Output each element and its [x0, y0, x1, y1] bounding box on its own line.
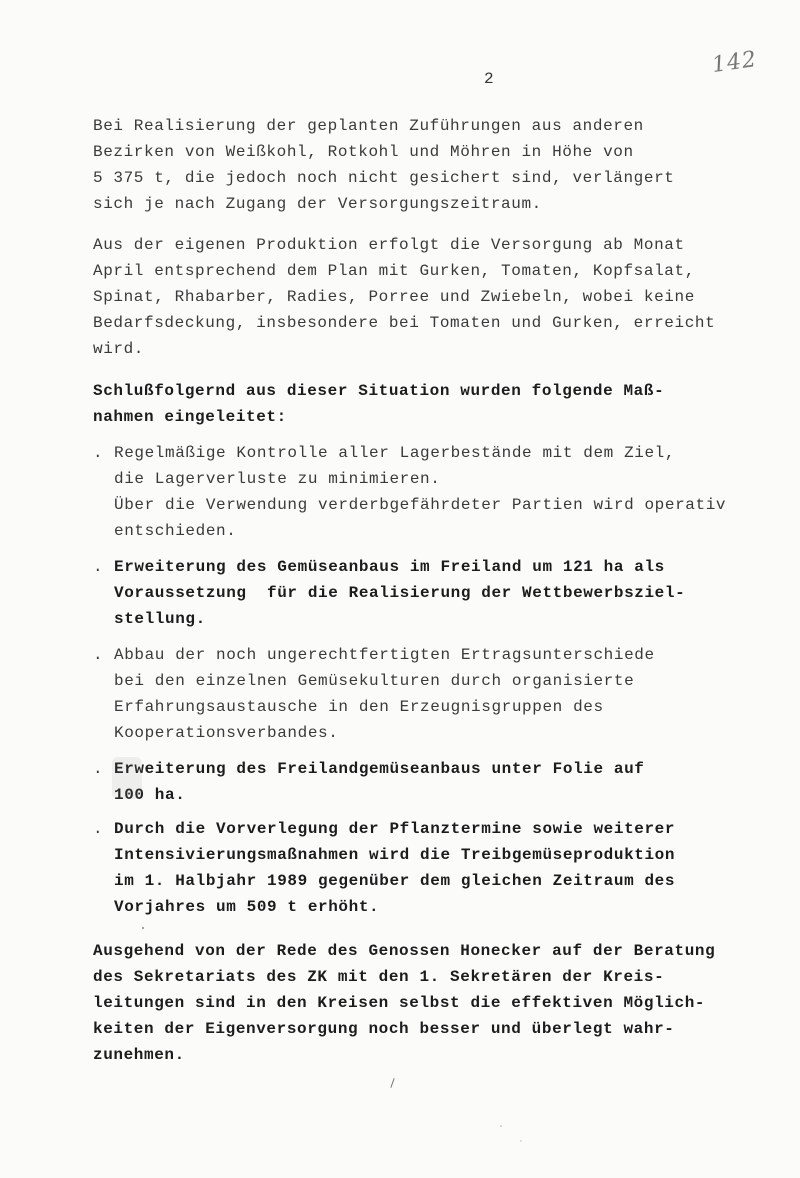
bullet-marker: . — [93, 760, 104, 778]
page-number: 2 — [484, 70, 494, 88]
bullet-marker: . — [93, 646, 104, 664]
list-item-text: Erweiterung des Gemüseanbaus im Freiland um 121 ha als Voraussetzung für die Realisierung der Wettbewerbsziel- stellung. — [114, 558, 686, 628]
scan-speck — [142, 927, 144, 929]
list-item — [93, 642, 773, 746]
paragraph-own-production: Aus der eigenen Produktion erfolgt die Versorgung ab Monat April entsprechend dem Plan mit Gurken, Tomaten, Kopfsalat, Spinat, Rhabarber, Radies, Porree und Zwiebeln, wobei keine Bedarfsdeckung, insbesondere bei Tomaten und Gurken, erreicht wird. — [93, 236, 716, 358]
scan-speck — [520, 1140, 522, 1142]
scan-artifact-stroke — [390, 1078, 394, 1088]
list-item-text: Durch die Vorverlegung der Pflanztermine sowie weiterer Intensivierungsmaßnahmen wird die Treibgemüseproduktion im 1. Halbjahr 1989 gegenüber dem gleichen Zeitraum des Vorjahres um 509 t erhöht. — [114, 820, 676, 916]
bullet-marker: . — [93, 558, 104, 576]
scan-smudge — [112, 757, 142, 799]
list-item-text: Regelmäßige Kontrolle aller Lagerbestände mit dem Ziel, die Lagerverluste zu minimieren. Über die Verwendung verderbgefährdeter Partien wird operativ entschieden. — [114, 444, 727, 540]
paragraph-supply-deliveries: Bei Realisierung der geplanten Zuführungen aus anderen Bezirken von Weißkohl, Rotkohl und Möhren in Höhe von 5 375 t, die jedoch noch nicht gesichert sind, verlängert sich je nach Zugang der Versorgungszeitraum. — [93, 117, 675, 213]
list-item — [93, 440, 773, 544]
bullet-marker: . — [93, 820, 104, 838]
paragraph-measures-intro: Schlußfolgernd aus dieser Situation wurden folgende Maß- nahmen eingeleitet: — [93, 382, 665, 426]
bullet-marker: . — [93, 444, 104, 462]
handwritten-page-annotation: 142 — [710, 46, 759, 79]
paragraph-honecker-speech: Ausgehend von der Rede des Genossen Honecker auf der Beratung des Sekretariats des ZK mit den 1. Sekretären der Kreis- leitungen sind in den Kreisen selbst die effektiven Möglich- keiten der Eigenversorgung noch besser und überlegt wahr- zunehmen. — [93, 942, 716, 1064]
list-item-text: Abbau der noch ungerechtfertigten Ertragsunterschiede bei den einzelnen Gemüsekulturen durch organisierte Erfahrungsaustausche in den Erzeugnisgruppen des Kooperationsverbandes. — [114, 646, 655, 742]
scan-speck — [500, 1125, 502, 1127]
list-item — [93, 816, 773, 920]
list-item-text: Erweiterung des Freilandgemüseanbaus unter Folie auf 100 ha. — [114, 760, 645, 804]
